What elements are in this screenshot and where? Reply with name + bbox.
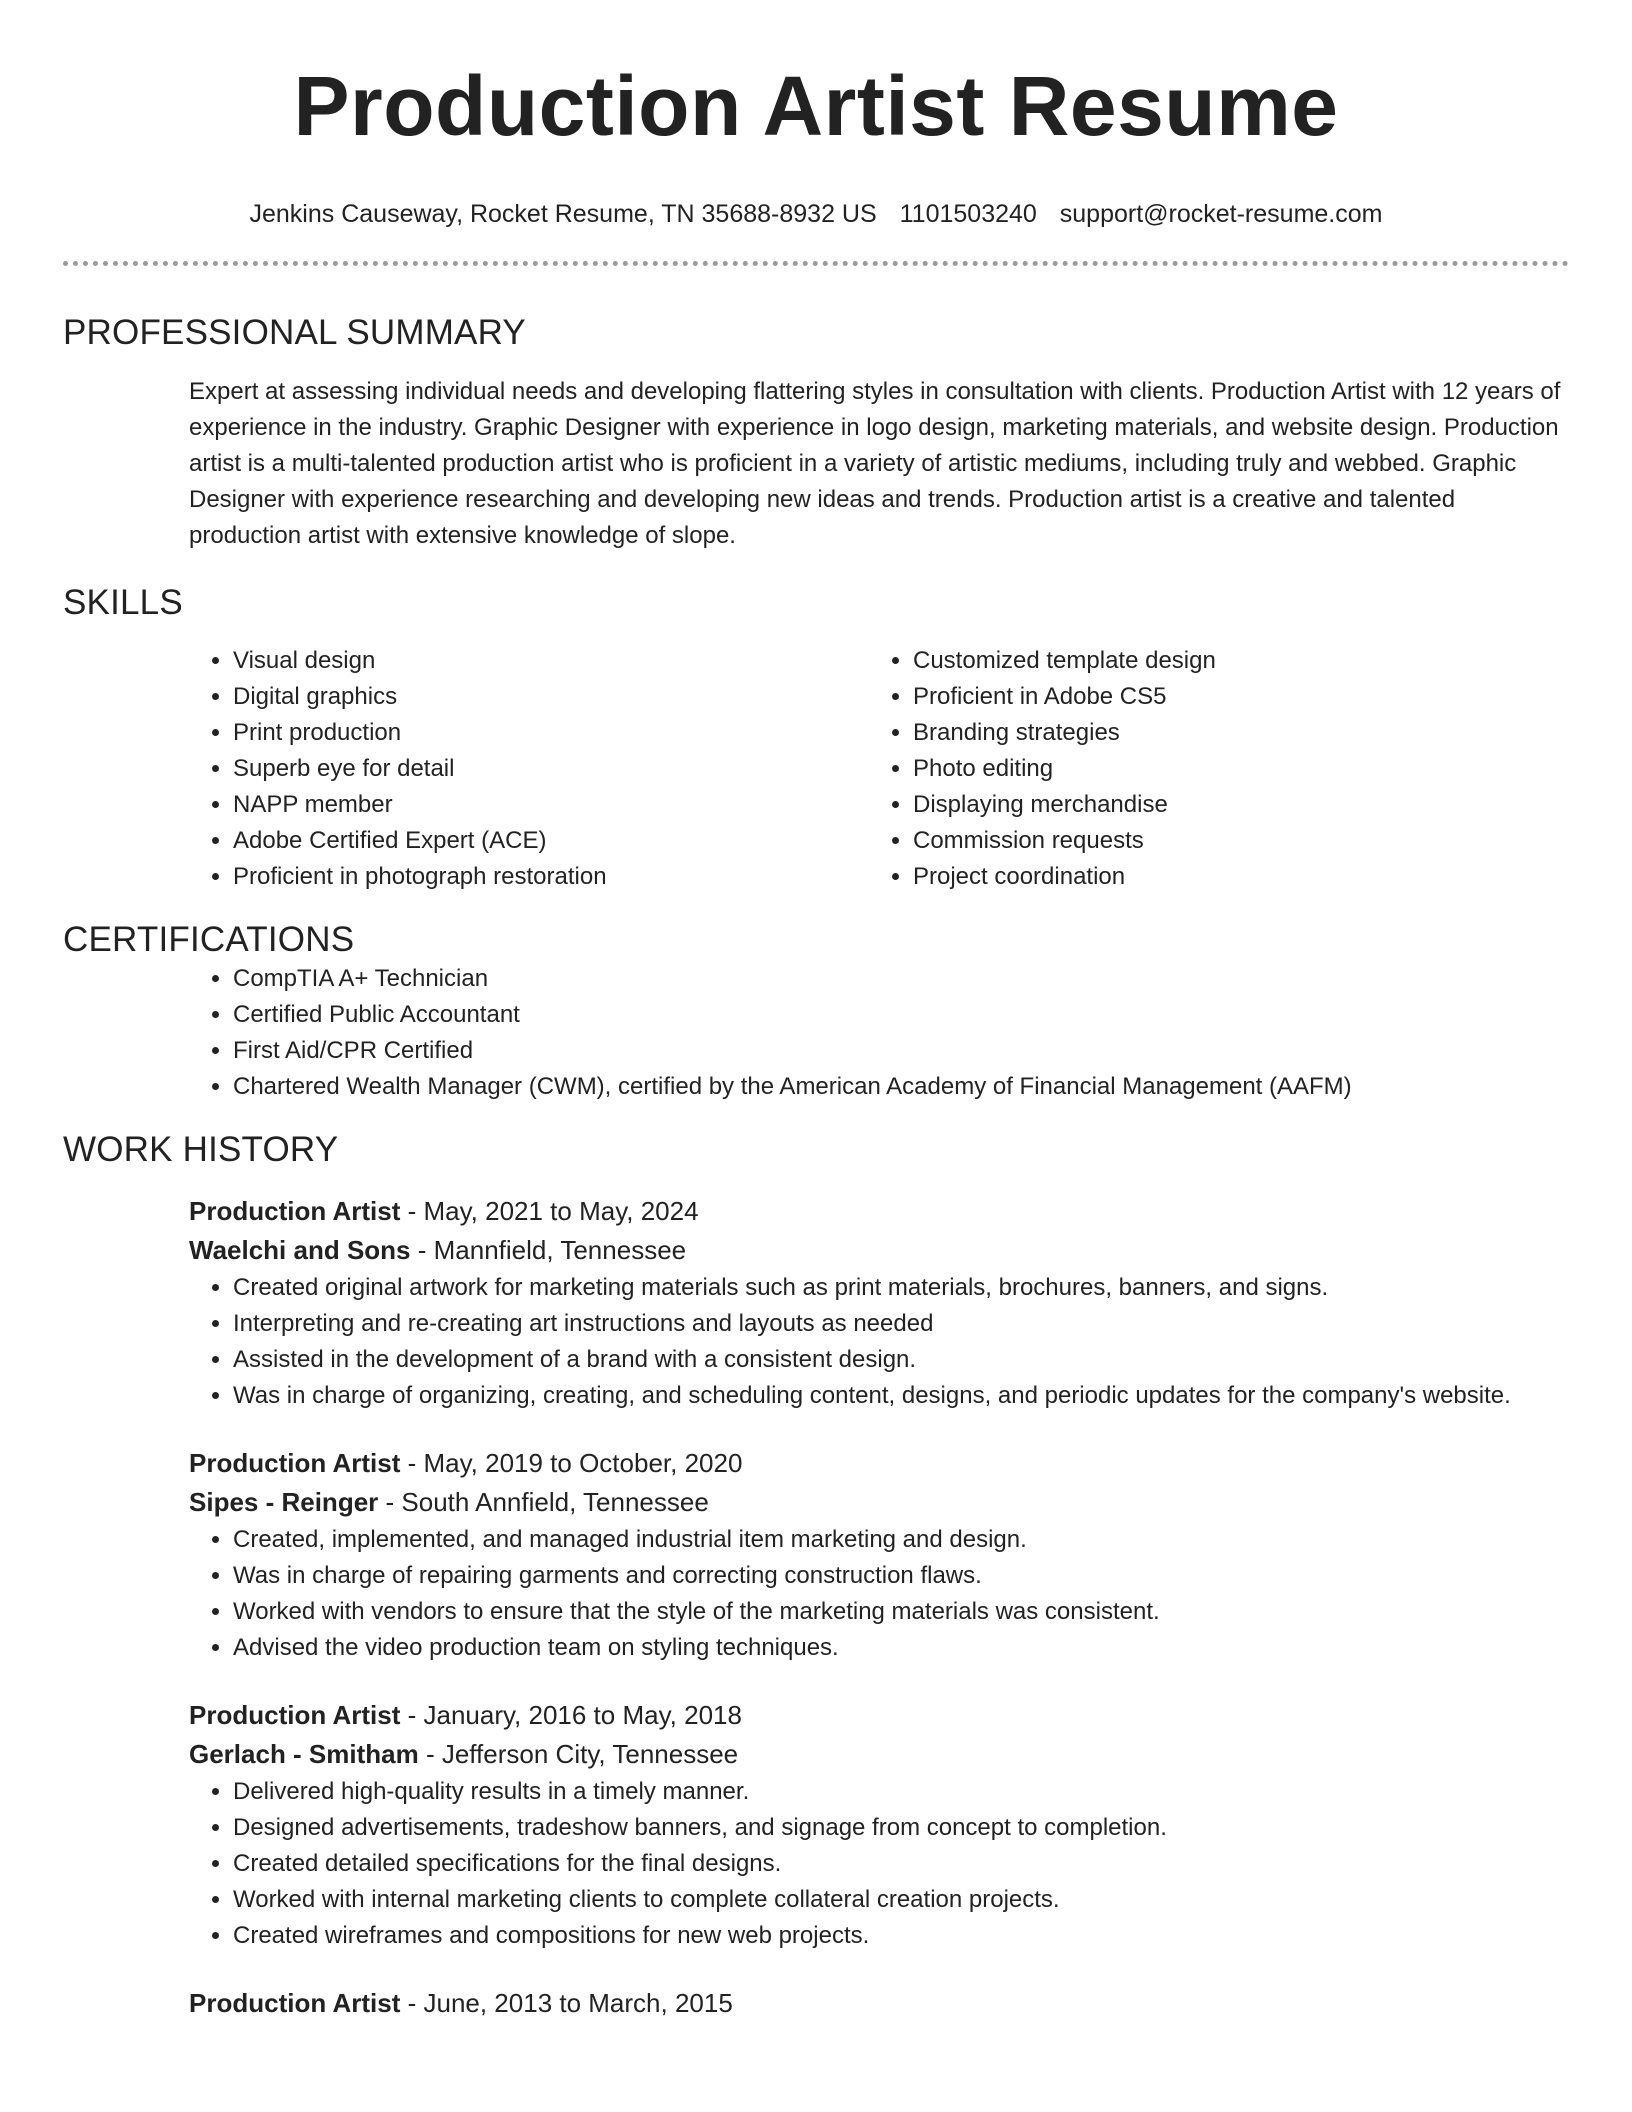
skill-item: • Branding strategies: [913, 715, 1549, 751]
skill-item: • Adobe Certified Expert (ACE): [233, 823, 869, 859]
skills-heading: SKILLS: [63, 583, 183, 622]
job-company: Gerlach - Smitham: [189, 1739, 419, 1769]
skills-column-left: [189, 643, 869, 895]
resume-title: Production Artist Resume: [293, 59, 1339, 153]
job-bullet: • Advised the video production team on styling techniques.: [233, 1630, 1569, 1666]
job-entry: [189, 1984, 1569, 2023]
job-entry: [189, 1192, 1569, 1414]
job-bullet: • Delivered high-quality results in a timely manner.: [233, 1774, 1569, 1810]
certification-item: • CompTIA A+ Technician: [233, 961, 1569, 997]
skills-section: [63, 643, 1569, 895]
job-entry: [189, 1444, 1569, 1666]
job-company-line: [189, 1231, 1569, 1270]
job-dates: - May, 2021 to May, 2024: [400, 1196, 699, 1226]
certification-item: • Certified Public Accountant: [233, 997, 1569, 1033]
job-entry: [189, 1696, 1569, 1954]
skills-list-left: [189, 643, 869, 895]
contact-email: support@rocket-resume.com: [1059, 200, 1383, 228]
skill-item: • Customized template design: [913, 643, 1549, 679]
certification-item: • Chartered Wealth Manager (CWM), certified by the American Academy of Financial Management (AAFM): [233, 1069, 1569, 1105]
job-bullet: • Was in charge of repairing garments and correcting construction flaws.: [233, 1558, 1569, 1594]
certifications-list: [189, 961, 1569, 1105]
job-title: Production Artist: [189, 1988, 401, 2018]
job-company-line: [189, 1483, 1569, 1522]
summary-heading: PROFESSIONAL SUMMARY: [63, 313, 526, 352]
skill-item: • Proficient in photograph restoration: [233, 859, 869, 895]
skill-item: • NAPP member: [233, 787, 869, 823]
job-dates: - June, 2013 to March, 2015: [400, 1988, 733, 2018]
contact-line: [63, 198, 1569, 230]
job-bullets: [189, 1522, 1569, 1666]
job-title-line: [189, 1192, 1569, 1231]
job-bullet: • Interpreting and re-creating art instructions and layouts as needed: [233, 1306, 1569, 1342]
skill-item: • Displaying merchandise: [913, 787, 1549, 823]
summary-section: [63, 374, 1569, 554]
job-bullet: • Worked with internal marketing clients to complete collateral creation projects.: [233, 1882, 1569, 1918]
job-bullet: • Created, implemented, and managed industrial item marketing and design.: [233, 1522, 1569, 1558]
skill-item: • Visual design: [233, 643, 869, 679]
job-title-line: [189, 1696, 1569, 1735]
skills-column-right: [869, 643, 1549, 895]
skill-item: • Print production: [233, 715, 869, 751]
work-history-section: [63, 1192, 1569, 2023]
header-divider: [63, 261, 1569, 266]
job-title-line: [189, 1984, 1569, 2023]
job-bullet: • Created original artwork for marketing materials such as print materials, brochures, banners, and signs.: [233, 1270, 1569, 1306]
job-bullet: • Designed advertisements, tradeshow banners, and signage from concept to completion.: [233, 1810, 1569, 1846]
job-title: Production Artist: [189, 1196, 401, 1226]
job-bullet: • Worked with vendors to ensure that the style of the marketing materials was consistent.: [233, 1594, 1569, 1630]
skill-item: • Proficient in Adobe CS5: [913, 679, 1549, 715]
skill-item: • Project coordination: [913, 859, 1549, 895]
skills-grid: [189, 643, 1569, 895]
skill-item: • Commission requests: [913, 823, 1549, 859]
certifications-heading: CERTIFICATIONS: [63, 920, 355, 959]
summary-text: Expert at assessing individual needs and developing flattering styles in consultation with clients. Production Artist with 12 years of experience in the industry. Graphic Designer with experience in logo design, marketing materials, and website design. Production artist is a multi-talented production artist who is proficient in a variety of artistic mediums, including truly and webbed. Graphic Designer with experience researching and developing new ideas and trends. Production artist is a creative and talented production artist with extensive knowledge of slope.: [189, 378, 1561, 549]
certification-item: • First Aid/CPR Certified: [233, 1033, 1569, 1069]
job-bullet: • Created detailed specifications for the final designs.: [233, 1846, 1569, 1882]
job-bullet: • Was in charge of organizing, creating, and scheduling content, designs, and periodic updates for the company's website.: [233, 1378, 1569, 1414]
job-location: - Mannfield, Tennessee: [410, 1235, 687, 1265]
skill-item: • Superb eye for detail: [233, 751, 869, 787]
contact-address: Jenkins Causeway, Rocket Resume, TN 35688-8932 US: [249, 200, 877, 228]
job-dates: - January, 2016 to May, 2018: [400, 1700, 742, 1730]
job-title: Production Artist: [189, 1448, 401, 1478]
job-dates: - May, 2019 to October, 2020: [400, 1448, 743, 1478]
certifications-section: [63, 961, 1569, 1105]
job-bullet: • Created wireframes and compositions for new web projects.: [233, 1918, 1569, 1954]
skills-list-right: [869, 643, 1549, 895]
work-history-heading: WORK HISTORY: [63, 1130, 339, 1169]
job-bullets: [189, 1270, 1569, 1414]
job-company: Sipes - Reinger: [189, 1487, 379, 1517]
job-company-line: [189, 1735, 1569, 1774]
job-title: Production Artist: [189, 1700, 401, 1730]
job-location: - South Annfield, Tennessee: [378, 1487, 709, 1517]
job-location: - Jefferson City, Tennessee: [418, 1739, 739, 1769]
contact-phone: 1101503240: [899, 200, 1037, 228]
job-title-line: [189, 1444, 1569, 1483]
job-bullet: • Assisted in the development of a brand with a consistent design.: [233, 1342, 1569, 1378]
skill-item: • Photo editing: [913, 751, 1549, 787]
job-company: Waelchi and Sons: [189, 1235, 411, 1265]
job-bullets: [189, 1774, 1569, 1954]
skill-item: • Digital graphics: [233, 679, 869, 715]
